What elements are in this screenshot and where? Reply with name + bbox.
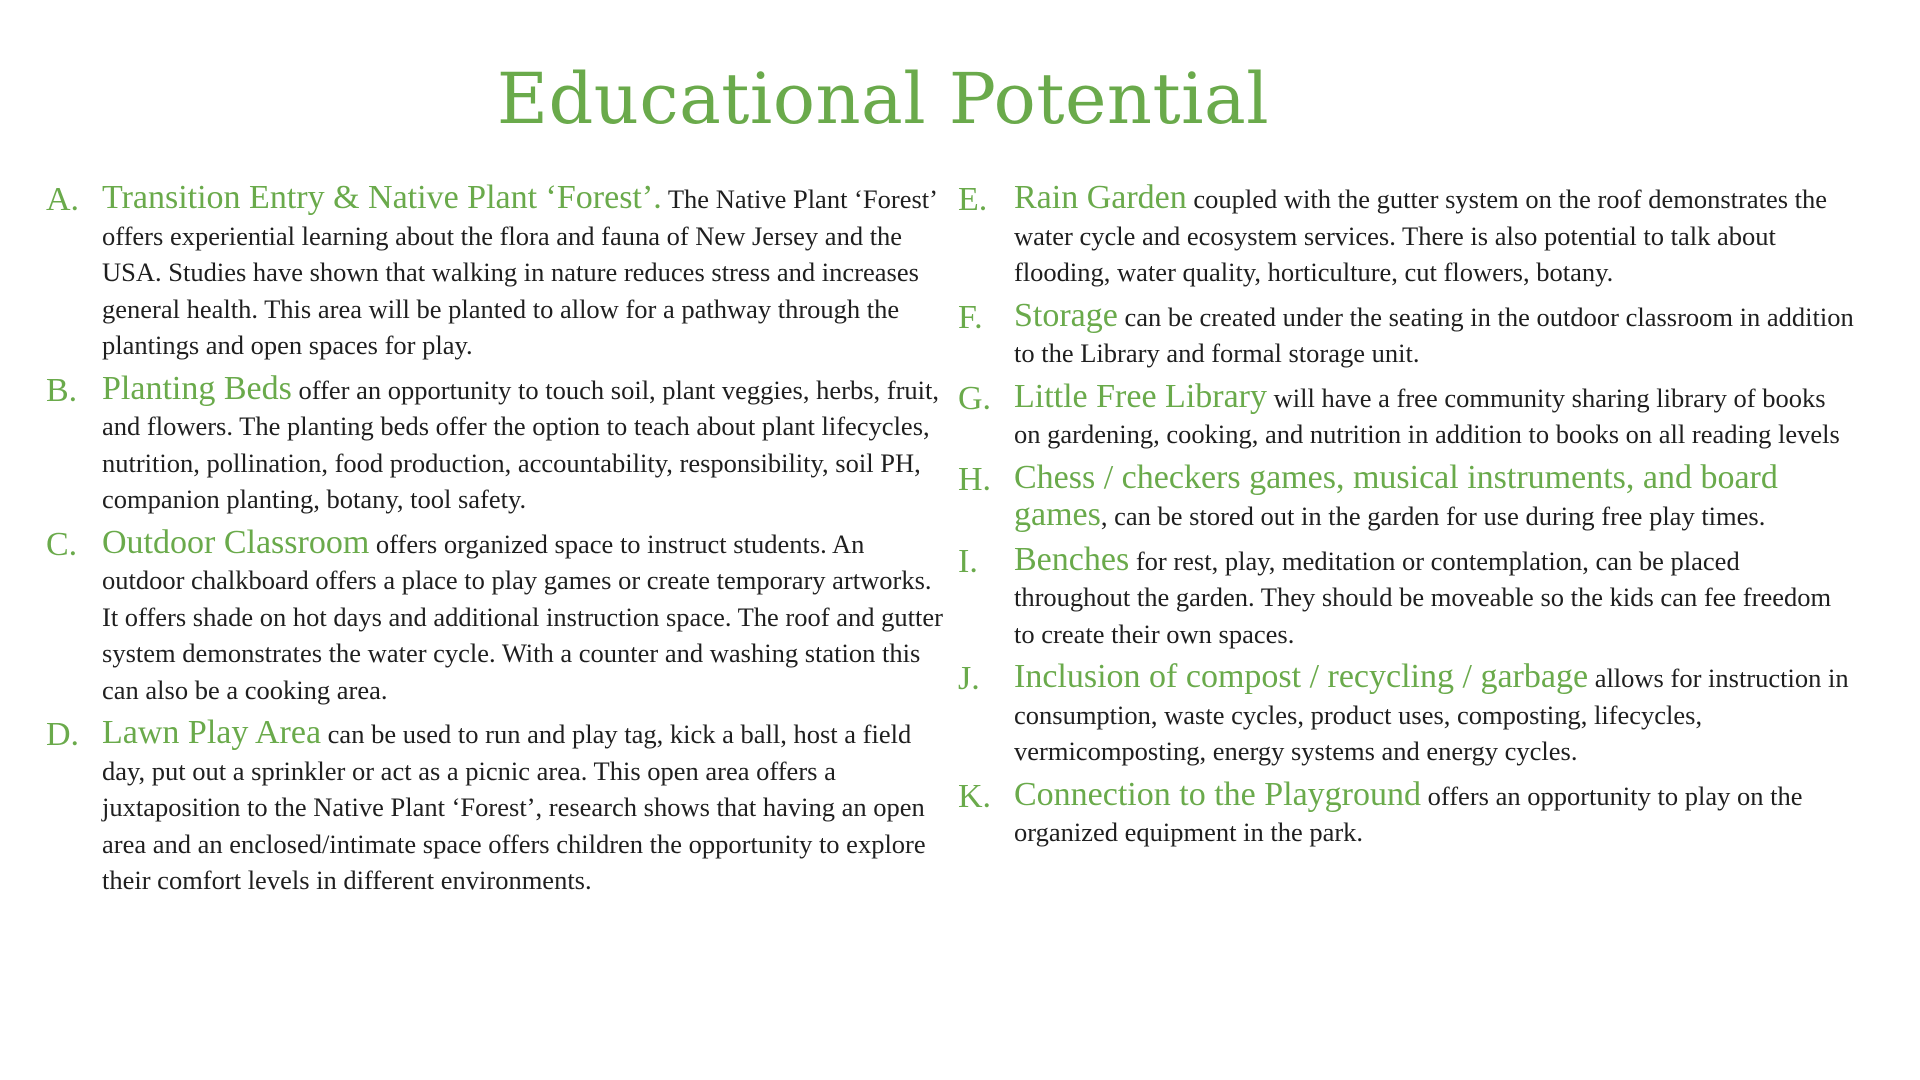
right-column	[958, 180, 1858, 858]
item-heading: Planting Beds	[102, 369, 292, 407]
list-item-b	[46, 371, 946, 518]
item-body	[1014, 180, 1858, 291]
list-item-d	[46, 715, 946, 899]
item-heading: Lawn Play Area	[102, 714, 322, 751]
item-heading: Rain Garden	[1014, 179, 1187, 216]
item-description: for rest, play, meditation or contemplation, can be placed throughout the garden. They should be moveable so the kids can fee freedom to create their own spaces.	[1014, 545, 1832, 649]
item-body	[1014, 777, 1858, 851]
item-body	[102, 715, 946, 899]
item-letter: B.	[46, 371, 78, 409]
item-description: allows for instruction in consumption, waste cycles, product uses, composting, lifecycles, vermicomposting, energy systems and energy cycles.	[1014, 663, 1849, 766]
list-item-f	[958, 298, 1858, 372]
list-item-i	[958, 542, 1858, 653]
list-item-k	[958, 777, 1858, 851]
item-heading: Storage	[1014, 296, 1118, 334]
list-item-j	[958, 659, 1858, 770]
item-heading: Little Free Library	[1014, 377, 1268, 415]
list-item-e	[958, 180, 1858, 291]
item-letter: A.	[46, 181, 80, 218]
item-letter: C.	[46, 525, 78, 563]
item-description: , can be stored out in the garden for use during free play times.	[1100, 501, 1766, 531]
item-body	[102, 525, 946, 709]
item-letter: I.	[958, 542, 978, 580]
list-item-a	[46, 180, 946, 364]
item-body	[1014, 379, 1858, 453]
item-description: can be used to run and play tag, kick a ball, host a field day, put out a sprinkler or act as a picnic area. This open area offers a juxtaposition to the Native Plant ‘Forest’, research shows that having an open area and an enclosed/intimate space offers children the opportunity to explore their comfort levels in different environments.	[102, 719, 926, 895]
item-body	[1014, 460, 1858, 535]
item-description: offers an opportunity to play on the organized equipment in the park.	[1014, 780, 1803, 847]
list-item-g	[958, 379, 1858, 453]
item-body	[102, 180, 946, 364]
item-letter: D.	[46, 716, 80, 753]
item-description: The Native Plant ‘Forest’ offers experiential learning about the flora and fauna of New Jersey and the USA. Studies have shown that walking in nature reduces stress and increases general health. This area will be planted to allow for a pathway through the plantings and open spaces for play.	[102, 184, 936, 360]
left-column	[46, 180, 946, 906]
item-description: can be created under the seating in the outdoor classroom in addition to the Library and formal storage unit.	[1014, 301, 1854, 368]
item-heading: Transition Entry & Native Plant ‘Forest’.	[102, 179, 662, 216]
list-item-h	[958, 460, 1858, 535]
item-letter: J.	[958, 660, 980, 697]
item-letter: K.	[958, 777, 992, 815]
list-item-c	[46, 525, 946, 709]
item-heading: Outdoor Classroom	[102, 523, 370, 561]
item-body	[1014, 659, 1858, 770]
item-heading: Connection to the Playground	[1014, 775, 1422, 813]
item-heading: Benches	[1014, 540, 1130, 578]
item-heading: Chess / checkers games, musical instruments, and board games	[1014, 458, 1778, 533]
item-letter: G.	[958, 379, 992, 417]
page-title: Educational Potential	[496, 58, 1270, 140]
item-letter: F.	[958, 298, 983, 336]
item-body	[102, 371, 946, 518]
item-letter: H.	[958, 460, 992, 498]
item-description: will have a free community sharing library of books on gardening, cooking, and nutrition in addition to books on all reading levels	[1014, 382, 1840, 449]
item-heading: Inclusion of compost / recycling / garbage	[1014, 658, 1589, 695]
item-description: offers organized space to instruct students. An outdoor chalkboard offers a place to play games or create temporary artworks. It offers shade on hot days and additional instruction space. The roof and gutter system demonstrates the water cycle. With a counter and washing station this can also be a cooking area.	[102, 528, 943, 705]
item-body	[1014, 542, 1858, 653]
item-letter: E.	[958, 181, 988, 218]
item-description: offer an opportunity to touch soil, plant veggies, herbs, fruit, and flowers. The planting beds offer the option to teach about plant lifecycles, nutrition, pollination, food production, accountability, responsibility, soil PH, companion planting, botany, tool safety.	[102, 374, 940, 514]
item-description: coupled with the gutter system on the roof demonstrates the water cycle and ecosystem services. There is also potential to talk about flooding, water quality, horticulture, cut flowers, botany.	[1014, 184, 1828, 287]
item-body	[1014, 298, 1858, 372]
